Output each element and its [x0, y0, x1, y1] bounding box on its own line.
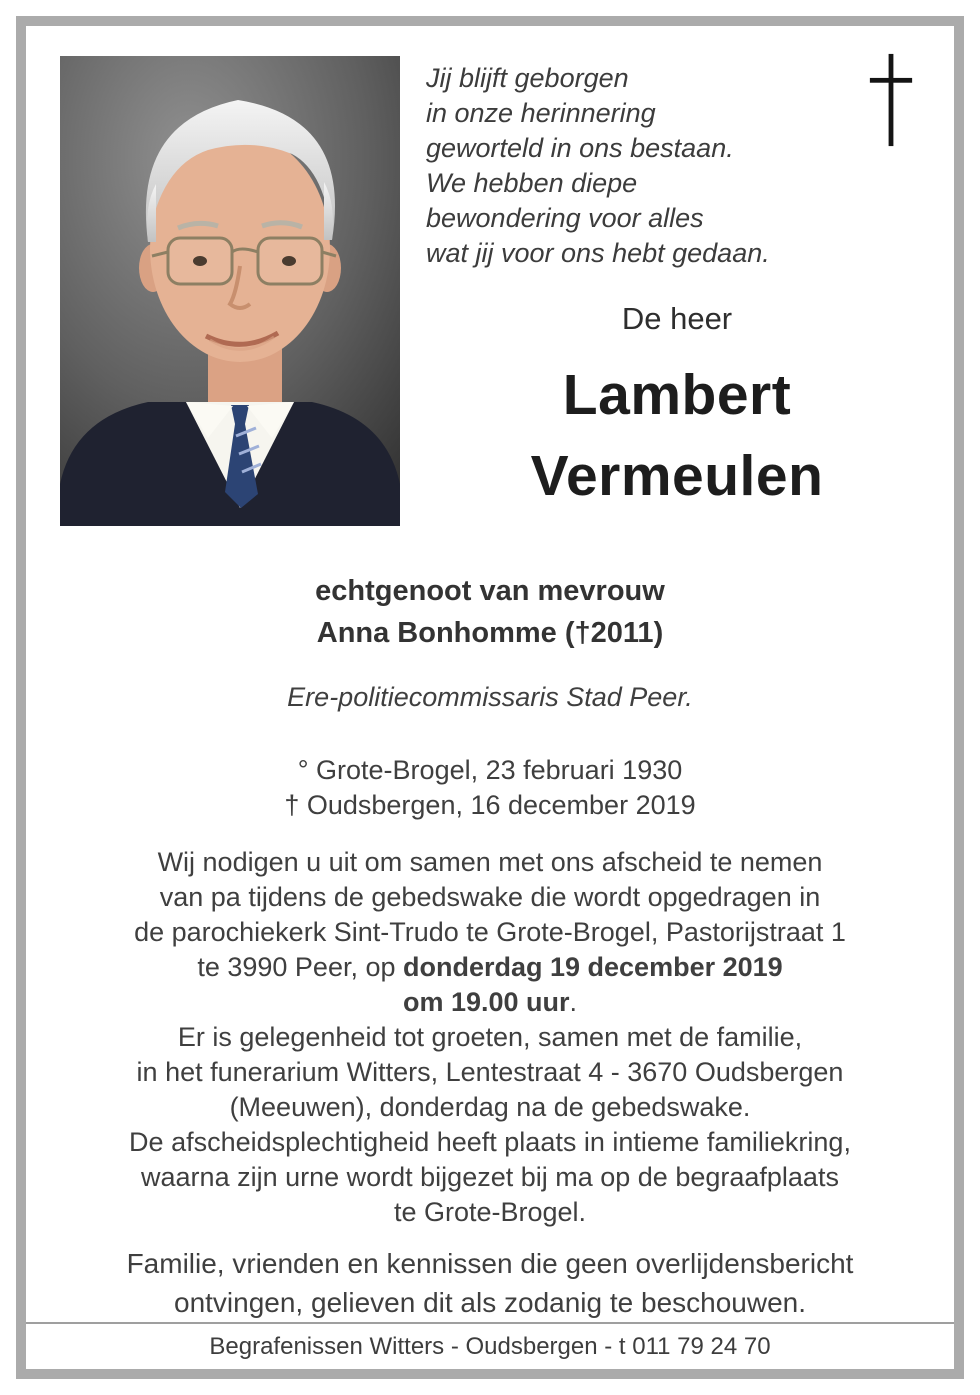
spouse-name: Anna Bonhomme (†2011) — [316, 617, 664, 649]
header-section — [26, 26, 954, 526]
cross-icon — [862, 52, 920, 148]
death-line: † Oudsbergen, 16 december 2019 — [284, 790, 696, 820]
greeting-line: in het funerarium Witters, Lentestraat 4 - 3670 Oudsbergen — [136, 1057, 844, 1087]
salutation: De heer — [621, 301, 733, 336]
greeting-line: te Grote-Brogel. — [393, 1197, 587, 1227]
honorific-title: Ere-politiecommissaris Stad Peer. — [287, 682, 693, 712]
greeting-paragraph — [26, 1020, 954, 1230]
invitation-line-text: te 3990 Peer, op — [197, 952, 403, 982]
poem-line: in onze herinnering — [426, 98, 656, 128]
spouse-intro: echtgenoot van mevrouw — [315, 575, 665, 607]
invitation-line — [26, 985, 954, 1020]
life-dates — [26, 753, 954, 823]
invitation-line: Wij nodigen u uit om samen met ons afscheid te nemen — [157, 847, 823, 877]
spouse-block — [26, 570, 954, 654]
invitation-line — [26, 950, 954, 985]
ceremony-time: om 19.00 uur — [402, 987, 570, 1017]
funeral-home-contact: Begrafenissen Witters - Oudsbergen - t 011 79 24 70 — [209, 1333, 771, 1360]
notice-paragraph — [26, 1244, 954, 1322]
invitation-line: van pa tijdens de gebedswake die wordt opgedragen in — [159, 882, 821, 912]
poem-line: We hebben diepe — [426, 168, 638, 198]
memorial-poem — [426, 56, 928, 271]
deceased-first-name: Lambert — [562, 363, 792, 427]
ceremony-date: donderdag 19 december 2019 — [403, 952, 783, 982]
notice-line: Familie, vrienden en kennissen die geen overlijdensbericht — [126, 1248, 854, 1279]
poem-line: bewondering voor alles — [426, 203, 704, 233]
notice-line: ontvingen, gelieven dit als zodanig te beschouwen. — [174, 1287, 806, 1318]
footer — [26, 1322, 954, 1361]
birth-line: ° Grote-Brogel, 23 februari 1930 — [297, 755, 683, 785]
invitation-line: de parochiekerk Sint-Trudo te Grote-Brogel, Pastorijstraat 1 — [134, 917, 846, 947]
poem-line: wat jij voor ons hebt gedaan. — [426, 238, 770, 268]
poem-line: geworteld in ons bestaan. — [426, 133, 734, 163]
greeting-line: Er is gelegenheid tot groeten, samen met de familie, — [177, 1022, 803, 1052]
greeting-line: De afscheidsplechtigheid heeft plaats in intieme familiekring, — [129, 1127, 851, 1157]
header-right-column — [400, 56, 928, 526]
deceased-last-name: Vermeulen — [530, 443, 824, 508]
greeting-line: (Meeuwen), donderdag na de gebedswake. — [229, 1092, 751, 1122]
announcement-body — [26, 570, 954, 1322]
card-border-frame — [16, 16, 964, 1379]
greeting-line: waarna zijn urne wordt bijgezet bij ma op de begraafplaats — [141, 1162, 839, 1192]
poem-line: Jij blijft geborgen — [426, 63, 629, 93]
portrait-illustration — [60, 56, 400, 526]
portrait-photo — [60, 56, 400, 526]
invitation-line-text: . — [569, 987, 578, 1017]
invitation-paragraph — [26, 845, 954, 1020]
deceased-name — [426, 355, 928, 517]
